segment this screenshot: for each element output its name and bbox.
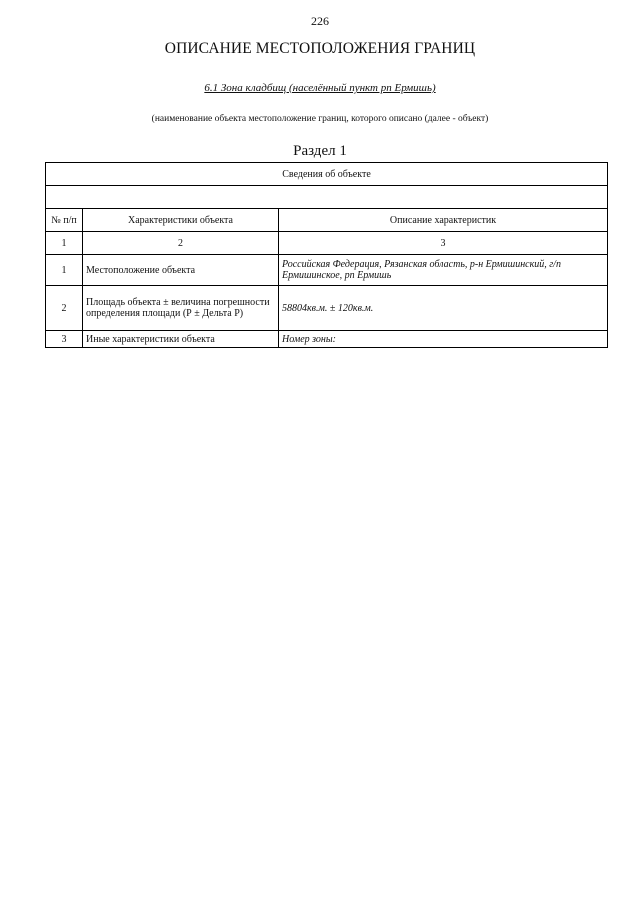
table-row xyxy=(46,331,608,348)
characteristic-value: Номер зоны: xyxy=(279,331,608,348)
column-header-num: № п/п xyxy=(46,209,83,232)
table-blank-row xyxy=(46,186,608,209)
row-number: 3 xyxy=(46,331,83,348)
table-blank-cell xyxy=(46,186,608,209)
column-number: 3 xyxy=(279,232,608,255)
row-number: 1 xyxy=(46,255,83,286)
row-number: 2 xyxy=(46,286,83,331)
object-name-text: 6.1 Зона кладбищ (населённый пункт рп Ермишь) xyxy=(204,82,436,94)
table-header-row xyxy=(46,209,608,232)
table-heading: Сведения об объекте xyxy=(46,163,608,186)
table-row xyxy=(46,255,608,286)
column-number: 1 xyxy=(46,232,83,255)
characteristic-name: Местоположение объекта xyxy=(83,255,279,286)
table-row xyxy=(46,286,608,331)
column-header-characteristic: Характеристики объекта xyxy=(83,209,279,232)
document-title: ОПИСАНИЕ МЕСТОПОЛОЖЕНИЯ ГРАНИЦ xyxy=(164,40,476,57)
column-number: 2 xyxy=(83,232,279,255)
object-name xyxy=(0,82,640,94)
column-header-description: Описание характеристик xyxy=(279,209,608,232)
object-caption: (наименование объекта местоположение границ, которого описано (далее - объект) xyxy=(151,114,489,124)
page-number: 226 xyxy=(311,14,329,28)
characteristic-value: 58804кв.м. ± 120кв.м. xyxy=(279,286,608,331)
table-heading-row xyxy=(46,163,608,186)
column-numbers-row xyxy=(46,232,608,255)
characteristic-name: Иные характеристики объекта xyxy=(83,331,279,348)
characteristic-value: Российская Федерация, Рязанская область, р-н Ермишинский, г/п Ермишинское, рп Ермишь xyxy=(279,255,608,286)
section-title: Раздел 1 xyxy=(293,143,347,159)
object-info-table xyxy=(45,162,608,348)
characteristic-name: Площадь объекта ± величина погрешности определения площади (Р ± Дельта Р) xyxy=(83,286,279,331)
